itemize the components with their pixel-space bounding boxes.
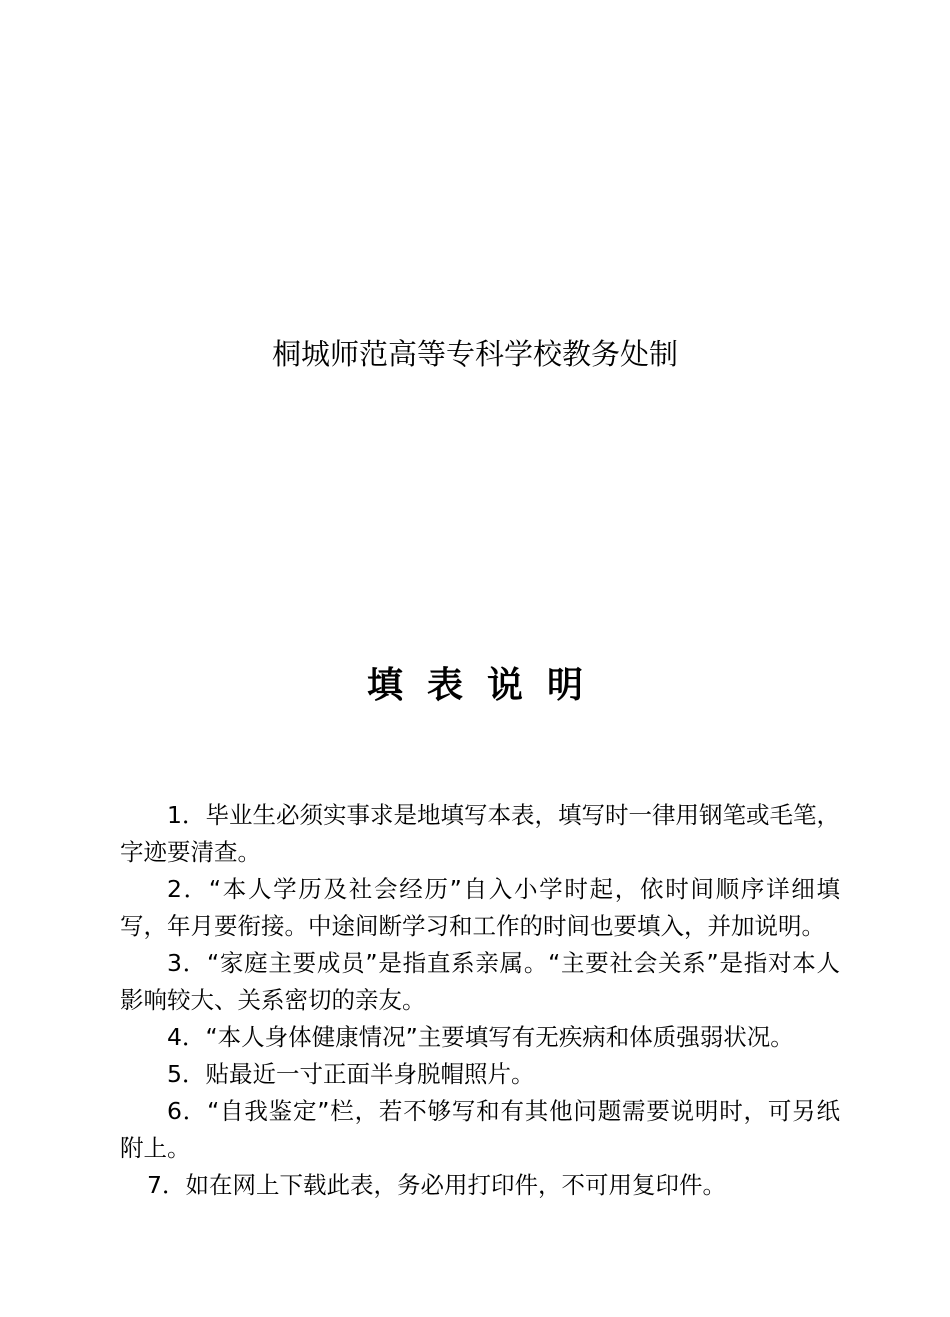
instruction-item-4: 4．“本人身体健康情况”主要填写有无疾病和体质强弱状况。	[167, 1023, 794, 1051]
issuing-organization: 桐城师范高等专科学校教务处制	[271, 337, 678, 371]
instructions-list	[120, 797, 840, 1204]
instruction-item-7: 7．如在网上下载此表，务必用打印件，不可用复印件。	[147, 1171, 726, 1199]
instruction-item-2: 2．“本人学历及社会经历”自入小学时起，依时间顺序详细填写，年月要衔接。中途间断学习和工作的时间也要填入，并加说明。	[120, 875, 840, 940]
instruction-item-6: 6．“自我鉴定”栏，若不够写和有其他问题需要说明时，可另纸附上。	[120, 1097, 840, 1162]
instruction-item-3: 3．“家庭主要成员”是指直系亲属。“主要社会关系”是指对本人影响较大、关系密切的亲友。	[120, 949, 840, 1014]
instruction-item-5: 5．贴最近一寸正面半身脱帽照片。	[167, 1060, 535, 1088]
instruction-item-1: 1．毕业生必须实事求是地填写本表，填写时一律用钢笔或毛笔，字迹要清查。	[120, 801, 840, 866]
section-title: 填表说明	[366, 665, 607, 706]
